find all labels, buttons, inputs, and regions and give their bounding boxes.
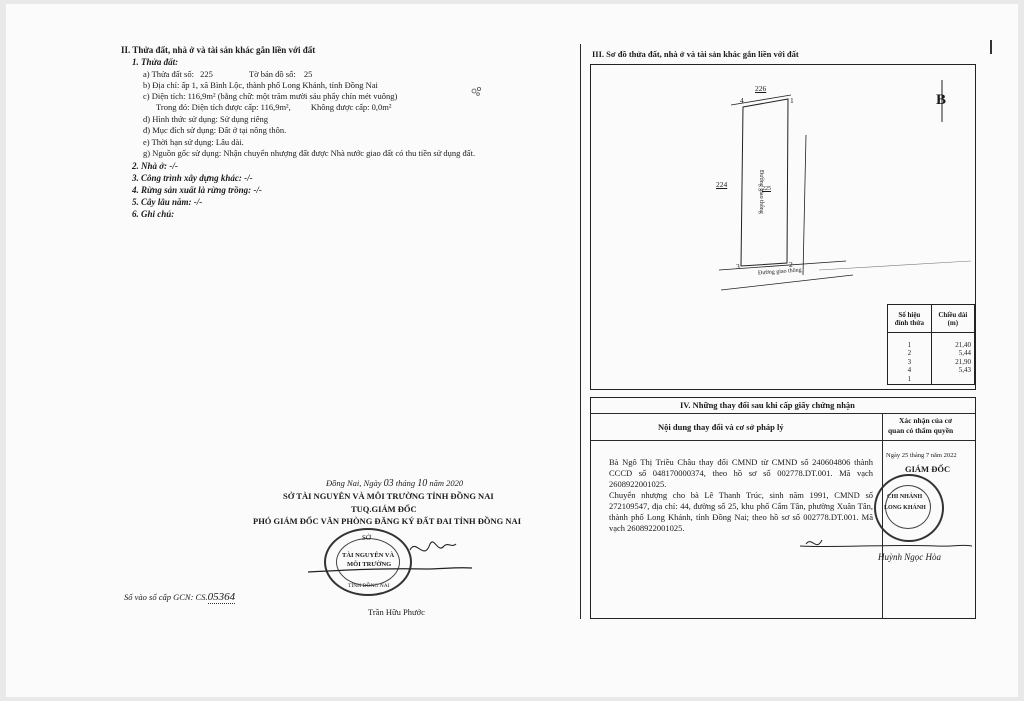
parcel-number: 225 bbox=[200, 69, 213, 79]
seal-right-text-1: CHI NHÁNH bbox=[887, 494, 923, 500]
map-sheet-label: Tờ bản đồ số: bbox=[248, 69, 296, 79]
edge-table-header-id: Số hiệu đỉnh thửa bbox=[888, 305, 932, 333]
certificate-page bbox=[6, 4, 1018, 697]
section-iii-title: III. Sơ đồ thửa đất, nhà ở và tài sản khác gắn liền với đất bbox=[592, 49, 799, 59]
edge-length-table bbox=[887, 304, 975, 385]
sign-month-word: tháng bbox=[395, 478, 416, 488]
seal-mid-text-1: TÀI NGUYÊN VÀ bbox=[342, 552, 395, 559]
confirm-date: Ngày 25 tháng 7 năm 2022 bbox=[886, 452, 957, 459]
gcn-label: Số vào sổ cấp GCN: CS bbox=[124, 592, 206, 602]
vertex-1: 1 bbox=[790, 96, 794, 105]
section-iv-title: IV. Những thay đổi sau khi cấp giấy chứng nhận bbox=[680, 400, 855, 410]
gcn-register-row: Số vào sổ cấp GCN: CS.05364 bbox=[124, 591, 236, 603]
map-sheet-number: 25 bbox=[303, 69, 313, 79]
seal-right-text-2: LONG KHÁNH bbox=[884, 505, 926, 511]
parcel-center-number: 225 bbox=[762, 186, 771, 192]
changes-col-confirm-1: Xác nhận của cơ bbox=[899, 416, 953, 425]
area-detail-row bbox=[156, 102, 391, 113]
compass-letter: B bbox=[936, 92, 947, 108]
notes-heading: 6. Ghi chú: bbox=[132, 209, 175, 219]
confirm-title: GIÁM ĐỐC bbox=[905, 464, 951, 474]
use-form: d) Hình thức sử dụng: Sử dụng riêng bbox=[143, 114, 269, 124]
sign-day: 03 bbox=[383, 478, 394, 489]
forest-heading: 4. Rừng sản xuất là rừng trồng: -/- bbox=[132, 185, 262, 195]
parcel-top-number: 226 bbox=[755, 84, 767, 93]
vertex-3: 3 bbox=[736, 262, 740, 271]
change-entry-1: Bà Ngô Thị Triều Châu thay đổi CMND từ CMND số 240604806 thành CCCD số 048170000374, theo hồ sơ số 002778.DT.001. Mã vạch 2608922001025. bbox=[609, 457, 873, 489]
sign-place: Đồng Nai, Ngày bbox=[326, 478, 382, 488]
change-entry-2: Chuyển nhượng cho bà Lê Thanh Trúc, sinh năm 1991, CMND số 272109547, địa chỉ: 44, đường số 25, khu phố Cẩm Tân, phường Xuân Tân, thành phố Long Khánh, tỉnh Đồng Nai; theo hồ sơ số 002778.DT.001. Mã vạch 2608922001025. bbox=[609, 490, 873, 533]
perennial-heading: 5. Cây lâu năm: -/- bbox=[132, 197, 203, 207]
sign-year: năm 2020 bbox=[429, 478, 464, 488]
use-origin: g) Nguồn gốc sử dụng: Nhận chuyển nhượng đất được Nhà nước giao đất có thu tiền sử dụng đất. bbox=[143, 148, 476, 158]
section-ii-title: II. Thửa đất, nhà ở và tài sản khác gắn liền với đất bbox=[121, 45, 316, 55]
road-bottom-label: Đường giao thông bbox=[757, 267, 802, 277]
edge-ids-cell: 1 2 3 4 1 bbox=[888, 333, 932, 385]
vertex-4: 4 bbox=[740, 96, 744, 105]
stamp-mark-icon bbox=[468, 84, 484, 98]
road-vertical-label: Đường giao thông bbox=[758, 170, 764, 214]
sign-month: 10 bbox=[417, 478, 428, 489]
house-heading: 2. Nhà ở: -/- bbox=[132, 161, 178, 171]
sign-org-1: SỞ TÀI NGUYÊN VÀ MÔI TRƯỜNG TỈNH ĐỒNG NAI bbox=[283, 491, 494, 501]
area-not-certified: Không được cấp: 0,0m² bbox=[310, 102, 392, 112]
parcel-number-row bbox=[143, 69, 312, 80]
vertex-2: 2 bbox=[789, 260, 793, 269]
gcn-number: 05364 bbox=[207, 591, 236, 603]
changes-col-confirm-2: quan có thẩm quyền bbox=[888, 426, 954, 435]
land-heading: 1. Thửa đất: bbox=[132, 57, 179, 67]
changes-col-content: Nội dung thay đổi và cơ sở pháp lý bbox=[658, 422, 784, 432]
area-certified: Trong đó: Diện tích được cấp: 116,9m², bbox=[156, 102, 291, 112]
signer-name: Trần Hữu Phước bbox=[368, 607, 425, 617]
sign-date-row bbox=[326, 478, 463, 489]
confirm-signer: Huỳnh Ngọc Hòa bbox=[878, 552, 941, 562]
signature-left-icon bbox=[306, 532, 476, 592]
parcel-label: a) Thửa đất số: bbox=[143, 69, 194, 79]
use-term: e) Thời hạn sử dụng: Lâu dài. bbox=[143, 137, 244, 147]
edge-table-header-length: Chiều dài (m) bbox=[931, 305, 974, 333]
seal-top-text: SỞ bbox=[362, 534, 371, 542]
address: b) Địa chỉ: ấp 1, xã Bình Lộc, thành phố Long Khánh, tỉnh Đồng Nai bbox=[143, 80, 378, 90]
sign-org-3: PHÓ GIÁM ĐỐC VĂN PHÒNG ĐĂNG KÝ ĐẤT ĐAI TỈNH ĐỒNG NAI bbox=[253, 516, 521, 526]
seal-bottom-text: TỈNH ĐỒNG NAI bbox=[348, 583, 390, 589]
parcel-left-number: 224 bbox=[716, 180, 728, 189]
seal-mid-text-2: MÔI TRƯỜNG bbox=[347, 561, 392, 568]
edge-lengths-cell: 21,40 5,44 21,90 5,43 bbox=[931, 333, 974, 385]
construction-heading: 3. Công trình xây dựng khác: -/- bbox=[132, 173, 253, 183]
area: c) Diện tích: 116,9m² (bằng chữ: một trăm mười sáu phẩy chín mét vuông) bbox=[143, 91, 398, 101]
official-seal-right bbox=[874, 474, 944, 542]
use-purpose: đ) Mục đích sử dụng: Đất ở tại nông thôn. bbox=[143, 125, 287, 135]
sign-org-2: TUQ.GIÁM ĐỐC bbox=[351, 504, 417, 514]
